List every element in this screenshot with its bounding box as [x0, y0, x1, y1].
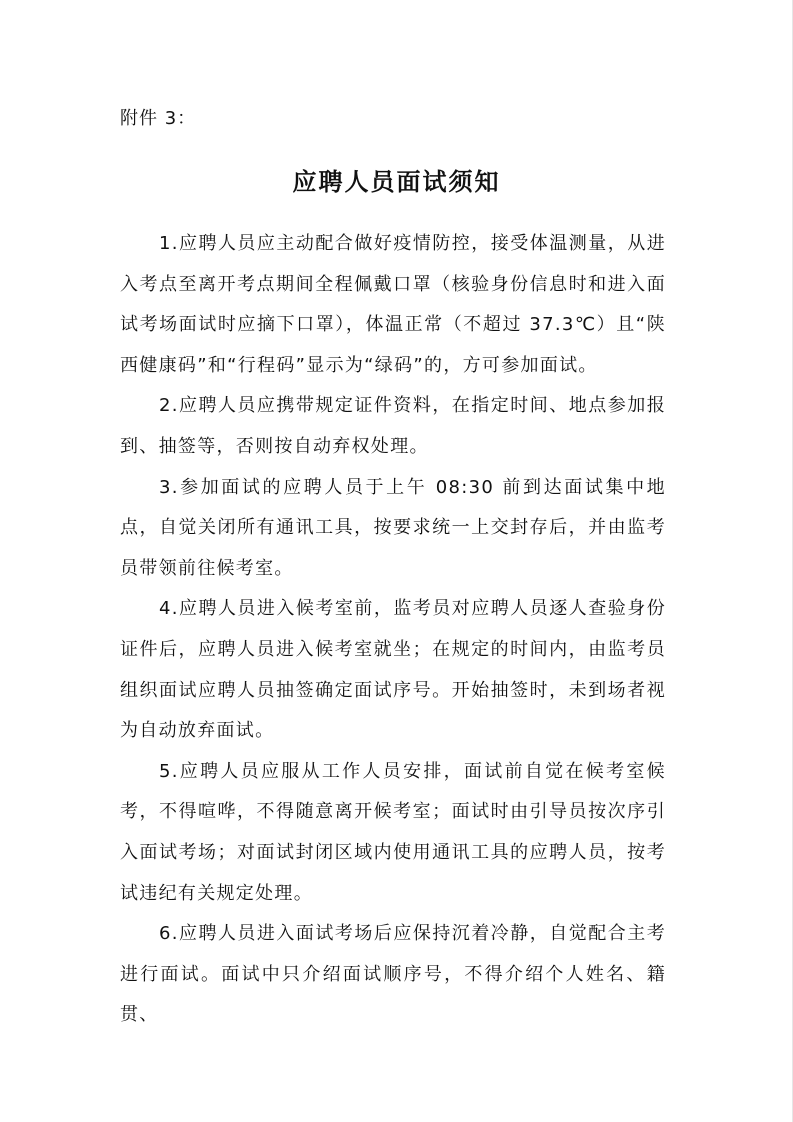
- document-title: 应聘人员面试须知: [292, 167, 501, 196]
- paragraph-3: 3.参加面试的应聘人员于上午 08:30 前到达面试集中地点，自觉关闭所有通讯工具，按要求统一上交封存后，并由监考员带领前往候考室。: [120, 476, 666, 579]
- paragraph-1: 1.应聘人员应主动配合做好疫情防控，接受体温测量，从进入考点至离开考点期间全程佩戴口罩（核验身份信息时和进入面试考场面试时应摘下口罩），体温正常（不超过 37.3℃）且“陕西健康码”和“行程码”显示为“绿码”的，方可参加面试。: [120, 233, 666, 376]
- attachment-label: 附件 3：: [120, 108, 197, 129]
- paragraph-4: 4.应聘人员进入候考室前，监考员对应聘人员逐人查验身份证件后，应聘人员进入候考室就坐；在规定的时间内，由监考员组织面试应聘人员抽签确定面试序号。开始抽签时，未到场者视为自动放弃面试。: [120, 598, 666, 742]
- document-body: [120, 224, 666, 1036]
- paragraph-6: 6.应聘人员进入面试考场后应保持沉着冷静，自觉配合主考进行面试。面试中只介绍面试顺序号，不得介绍个人姓名、籍贯、: [120, 923, 666, 1026]
- paragraph-2: 2.应聘人员应携带规定证件资料，在指定时间、地点参加报到、抽签等，否则按自动弃权处理。: [120, 395, 666, 457]
- paragraph-5: 5.应聘人员应服从工作人员安排，面试前自觉在候考室候考，不得喧哗，不得随意离开候考室；面试时由引导员按次序引入面试考场；对面试封闭区域内使用通讯工具的应聘人员，按考试违纪有关规定处理。: [120, 760, 666, 904]
